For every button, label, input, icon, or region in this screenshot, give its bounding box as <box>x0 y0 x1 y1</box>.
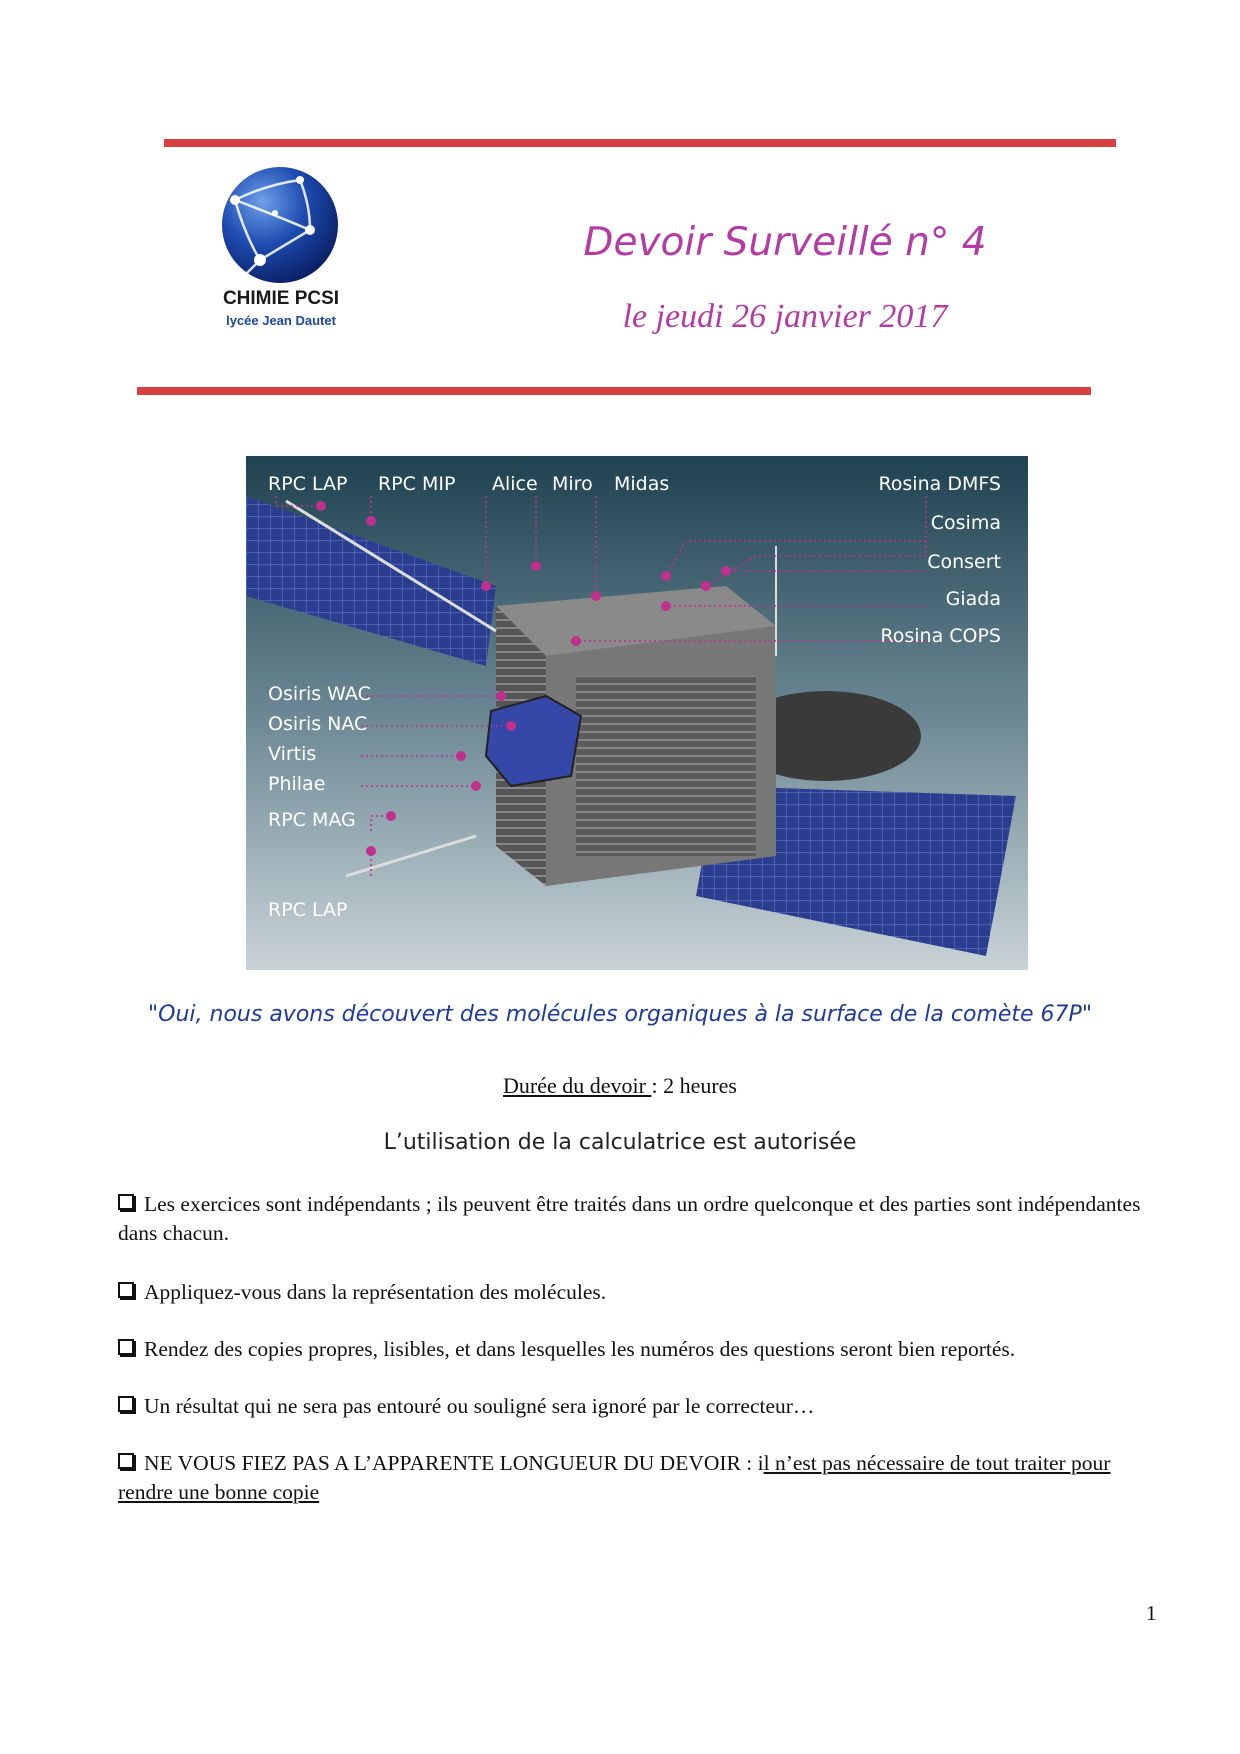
label-rpc-lap-top: RPC LAP <box>268 473 348 495</box>
duration-value: : 2 heures <box>651 1073 737 1098</box>
page-title: Devoir Surveillé n° 4 <box>583 220 987 265</box>
instruction-item: Rendez des copies propres, lisibles, et dans lesquelles les numéros des questions seront bien reportés. <box>118 1335 1158 1364</box>
label-osiris-wac: Osiris WAC <box>268 683 371 705</box>
exam-duration <box>0 1073 1240 1099</box>
checkbox-bullet-icon <box>118 1194 134 1210</box>
label-miro: Miro <box>552 473 593 495</box>
label-cosima: Cosima <box>930 512 1001 534</box>
instruction-item: NE VOUS FIEZ PAS A L’APPARENTE LONGUEUR DU DEVOIR : il n’est pas nécessaire de tout traiter pour rendre une bonne copie <box>118 1451 1111 1504</box>
quote: "Oui, nous avons découvert des molécules organiques à la surface de la comète 67P" <box>148 1002 1092 1027</box>
label-virtis: Virtis <box>268 743 317 765</box>
header-bottom-rule <box>137 387 1091 395</box>
exam-date: le jeudi 26 janvier 2017 <box>622 298 948 335</box>
instruction-item: Un résultat qui ne sera pas entouré ou souligné sera ignoré par le correcteur… <box>118 1392 1158 1421</box>
checkbox-bullet-icon <box>118 1396 134 1412</box>
label-giada: Giada <box>945 588 1001 610</box>
header-top-rule <box>164 139 1116 147</box>
duration-label: Durée du devoir <box>503 1073 652 1098</box>
page-number: 1 <box>1146 1601 1157 1625</box>
label-alice: Alice <box>492 473 538 495</box>
label-rpc-mag: RPC MAG <box>268 809 356 831</box>
calculator-note: L’utilisation de la calculatrice est autorisée <box>383 1130 857 1155</box>
label-osiris-nac: Osiris NAC <box>268 713 368 735</box>
logo-title: CHIMIE PCSI <box>222 288 340 309</box>
label-midas: Midas <box>614 473 670 495</box>
logo-subtitle: lycée Jean Dautet <box>226 313 336 328</box>
label-rpc-lap-bottom: RPC LAP <box>268 899 348 921</box>
rosetta-spacecraft-figure <box>246 456 1028 970</box>
label-consert: Consert <box>927 551 1001 573</box>
label-rpc-mip: RPC MIP <box>378 473 456 495</box>
instruction-item: Les exercices sont indépendants ; ils peuvent être traités dans un ordre quelconque et des parties sont indépendantes dans chacun. <box>118 1192 1141 1245</box>
label-rosina-dmfs: Rosina DMFS <box>878 473 1001 495</box>
label-philae: Philae <box>268 773 326 795</box>
label-rosina-cops: Rosina COPS <box>880 625 1001 647</box>
checkbox-bullet-icon <box>118 1453 134 1469</box>
checkbox-bullet-icon <box>118 1282 134 1298</box>
instruction-item: Appliquez-vous dans la représentation des molécules. <box>118 1278 1158 1307</box>
checkbox-bullet-icon <box>118 1339 134 1355</box>
